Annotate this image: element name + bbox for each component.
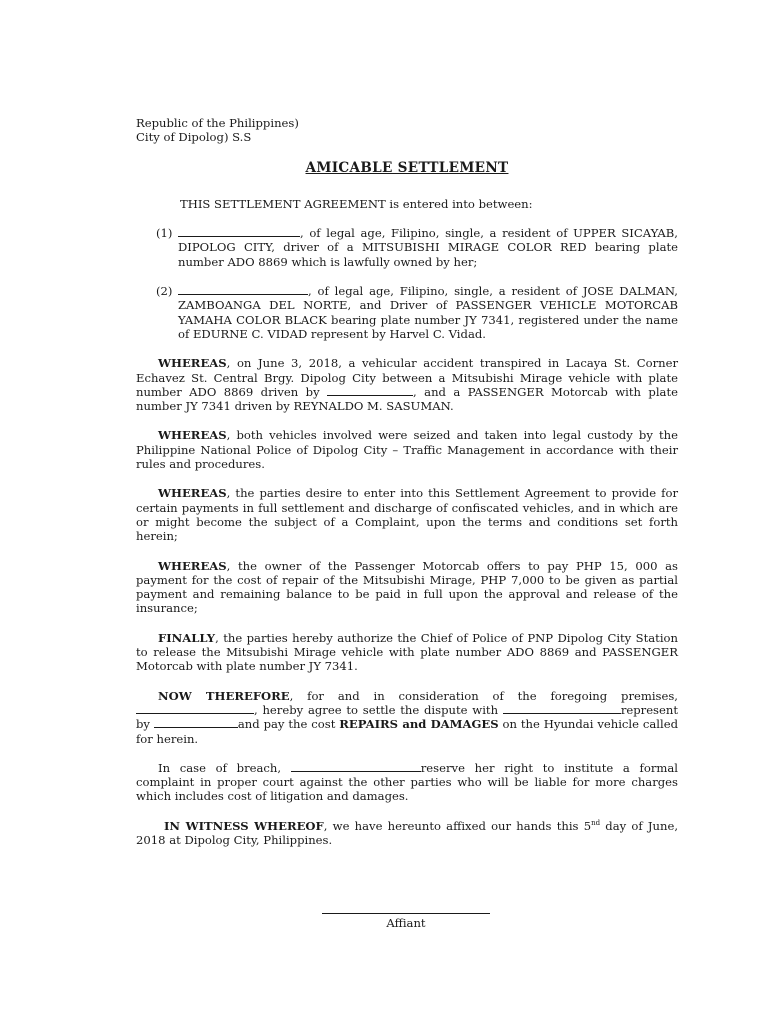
whereas-custody-lead: WHEREAS	[158, 428, 227, 443]
now-therefore-text-a: , for and in consideration of the foregoing premises,	[289, 688, 678, 703]
whereas-agreement-text: , the parties desire to enter into this Settlement Agreement to provide for certain payments in full settlement and discharge of confiscated vehicles, and in which are or might become the subject of a Complaint, upon the terms and conditions set forth herein;	[136, 486, 678, 544]
intro-statement: THIS SETTLEMENT AGREEMENT is entered into between:	[180, 196, 533, 211]
affiant-signature-block	[322, 912, 490, 930]
whereas-accident-driver-blank	[327, 385, 413, 396]
finally-release	[136, 631, 678, 674]
breach-text-b: reserve her right to institute a formal complaint in proper court against the other parties who will be liable for more charges which includes cost of litigation and damages.	[136, 760, 678, 804]
whereas-accident-text-a: , on June 3, 2018, a vehicular accident transpired in Lacaya St. Corner Echavez St. Central Brgy. Dipolog City between a Mitsubishi Mirage vehicle with plate number ADO 8869 driven by	[136, 356, 678, 399]
whereas-accident	[136, 356, 678, 413]
party-2	[156, 284, 678, 341]
now-therefore-other-party-blank	[503, 703, 621, 714]
whereas-payment-lead: WHEREAS	[158, 558, 227, 573]
header-city: City of Dipolog) S.S	[136, 130, 252, 145]
party-2-text-block	[178, 284, 678, 341]
now-therefore-text-d: and pay the cost	[237, 717, 340, 732]
now-therefore-text-c: represent by	[136, 702, 678, 732]
breach-text-a: In case of breach,	[158, 760, 291, 775]
document-header	[136, 116, 678, 145]
witness-day-suffix: nd	[591, 818, 601, 827]
affiant-label: Affiant	[386, 916, 426, 930]
whereas-agreement-lead: WHEREAS	[158, 486, 227, 501]
witness-clause	[136, 819, 678, 848]
breach-clause	[136, 761, 678, 804]
whereas-agreement	[136, 486, 678, 543]
affiant-signature-line	[322, 912, 490, 914]
whereas-accident-lead: WHEREAS	[158, 356, 227, 371]
whereas-payment-text: , the owner of the Passenger Motorcab offers to pay PHP 15, 000 as payment for the cost of repair of the Mitsubishi Mirage, PHP 7,000 to be given as partial payment and remaining balance to be paid in full upon the approval and release of the insurance;	[136, 558, 678, 616]
header-republic: Republic of the Philippines)	[136, 116, 299, 130]
party-1-name-blank	[178, 226, 300, 237]
now-therefore-text-b: , hereby agree to settle the dispute with	[254, 702, 503, 717]
settlement-document	[136, 116, 678, 862]
now-therefore-repairs-damages: REPAIRS and DAMAGES	[339, 717, 499, 732]
party-2-number: (2)	[156, 284, 173, 299]
now-therefore-representative-blank	[154, 717, 238, 728]
breach-party-blank	[291, 761, 421, 772]
finally-lead: FINALLY	[158, 630, 216, 645]
whereas-payment	[136, 559, 678, 616]
party-1-number: (1)	[156, 226, 173, 241]
document-title: AMICABLE SETTLEMENT	[305, 159, 509, 176]
whereas-accident-text-b: , and a PASSENGER Motorcab with plate number JY 7341 driven by REYNALDO M. SASUMAN.	[136, 384, 678, 414]
party-2-name-blank	[178, 284, 308, 295]
witness-text-b: day of June, 2018 at Dipolog City, Philippines.	[136, 818, 678, 847]
witness-text-a: , we have hereunto affixed our hands this 5	[323, 818, 592, 833]
now-therefore-lead: NOW THEREFORE	[158, 688, 290, 703]
now-therefore-party-blank	[136, 703, 254, 714]
witness-lead: IN WITNESS WHEREOF	[164, 818, 324, 833]
party-1-text: , of legal age, Filipino, single, a resident of UPPER SICAYAB, DIPOLOG CITY, driver of a MITSUBISHI MIRAGE COLOR RED bearing plate number ADO 8869 which is lawfully owned by her;	[178, 226, 678, 269]
party-1	[156, 226, 678, 269]
now-therefore-clause	[136, 689, 678, 746]
party-2-text: , of legal age, Filipino, single, a resident of JOSE DALMAN, ZAMBOANGA DEL NORTE, and Driver of PASSENGER VEHICLE MOTORCAB YAMAHA COLOR BLACK bearing plate number JY 7341, registered under the name of EDURNE C. VIDAD represent by Harvel C. Vidad.	[178, 284, 678, 341]
now-therefore-text-e: on the Hyundai vehicle called for herein.	[136, 717, 678, 746]
whereas-custody-text: , both vehicles involved were seized and taken into legal custody by the Philippine National Police of Dipolog City – Traffic Management in accordance with their rules and procedures.	[136, 428, 678, 472]
whereas-custody	[136, 428, 678, 471]
party-1-text-block	[178, 226, 678, 269]
finally-text: , the parties hereby authorize the Chief of Police of PNP Dipolog City Station to release the Mitsubishi Mirage vehicle with plate number ADO 8869 and PASSENGER Motorcab with plate number JY 7341.	[136, 630, 678, 674]
